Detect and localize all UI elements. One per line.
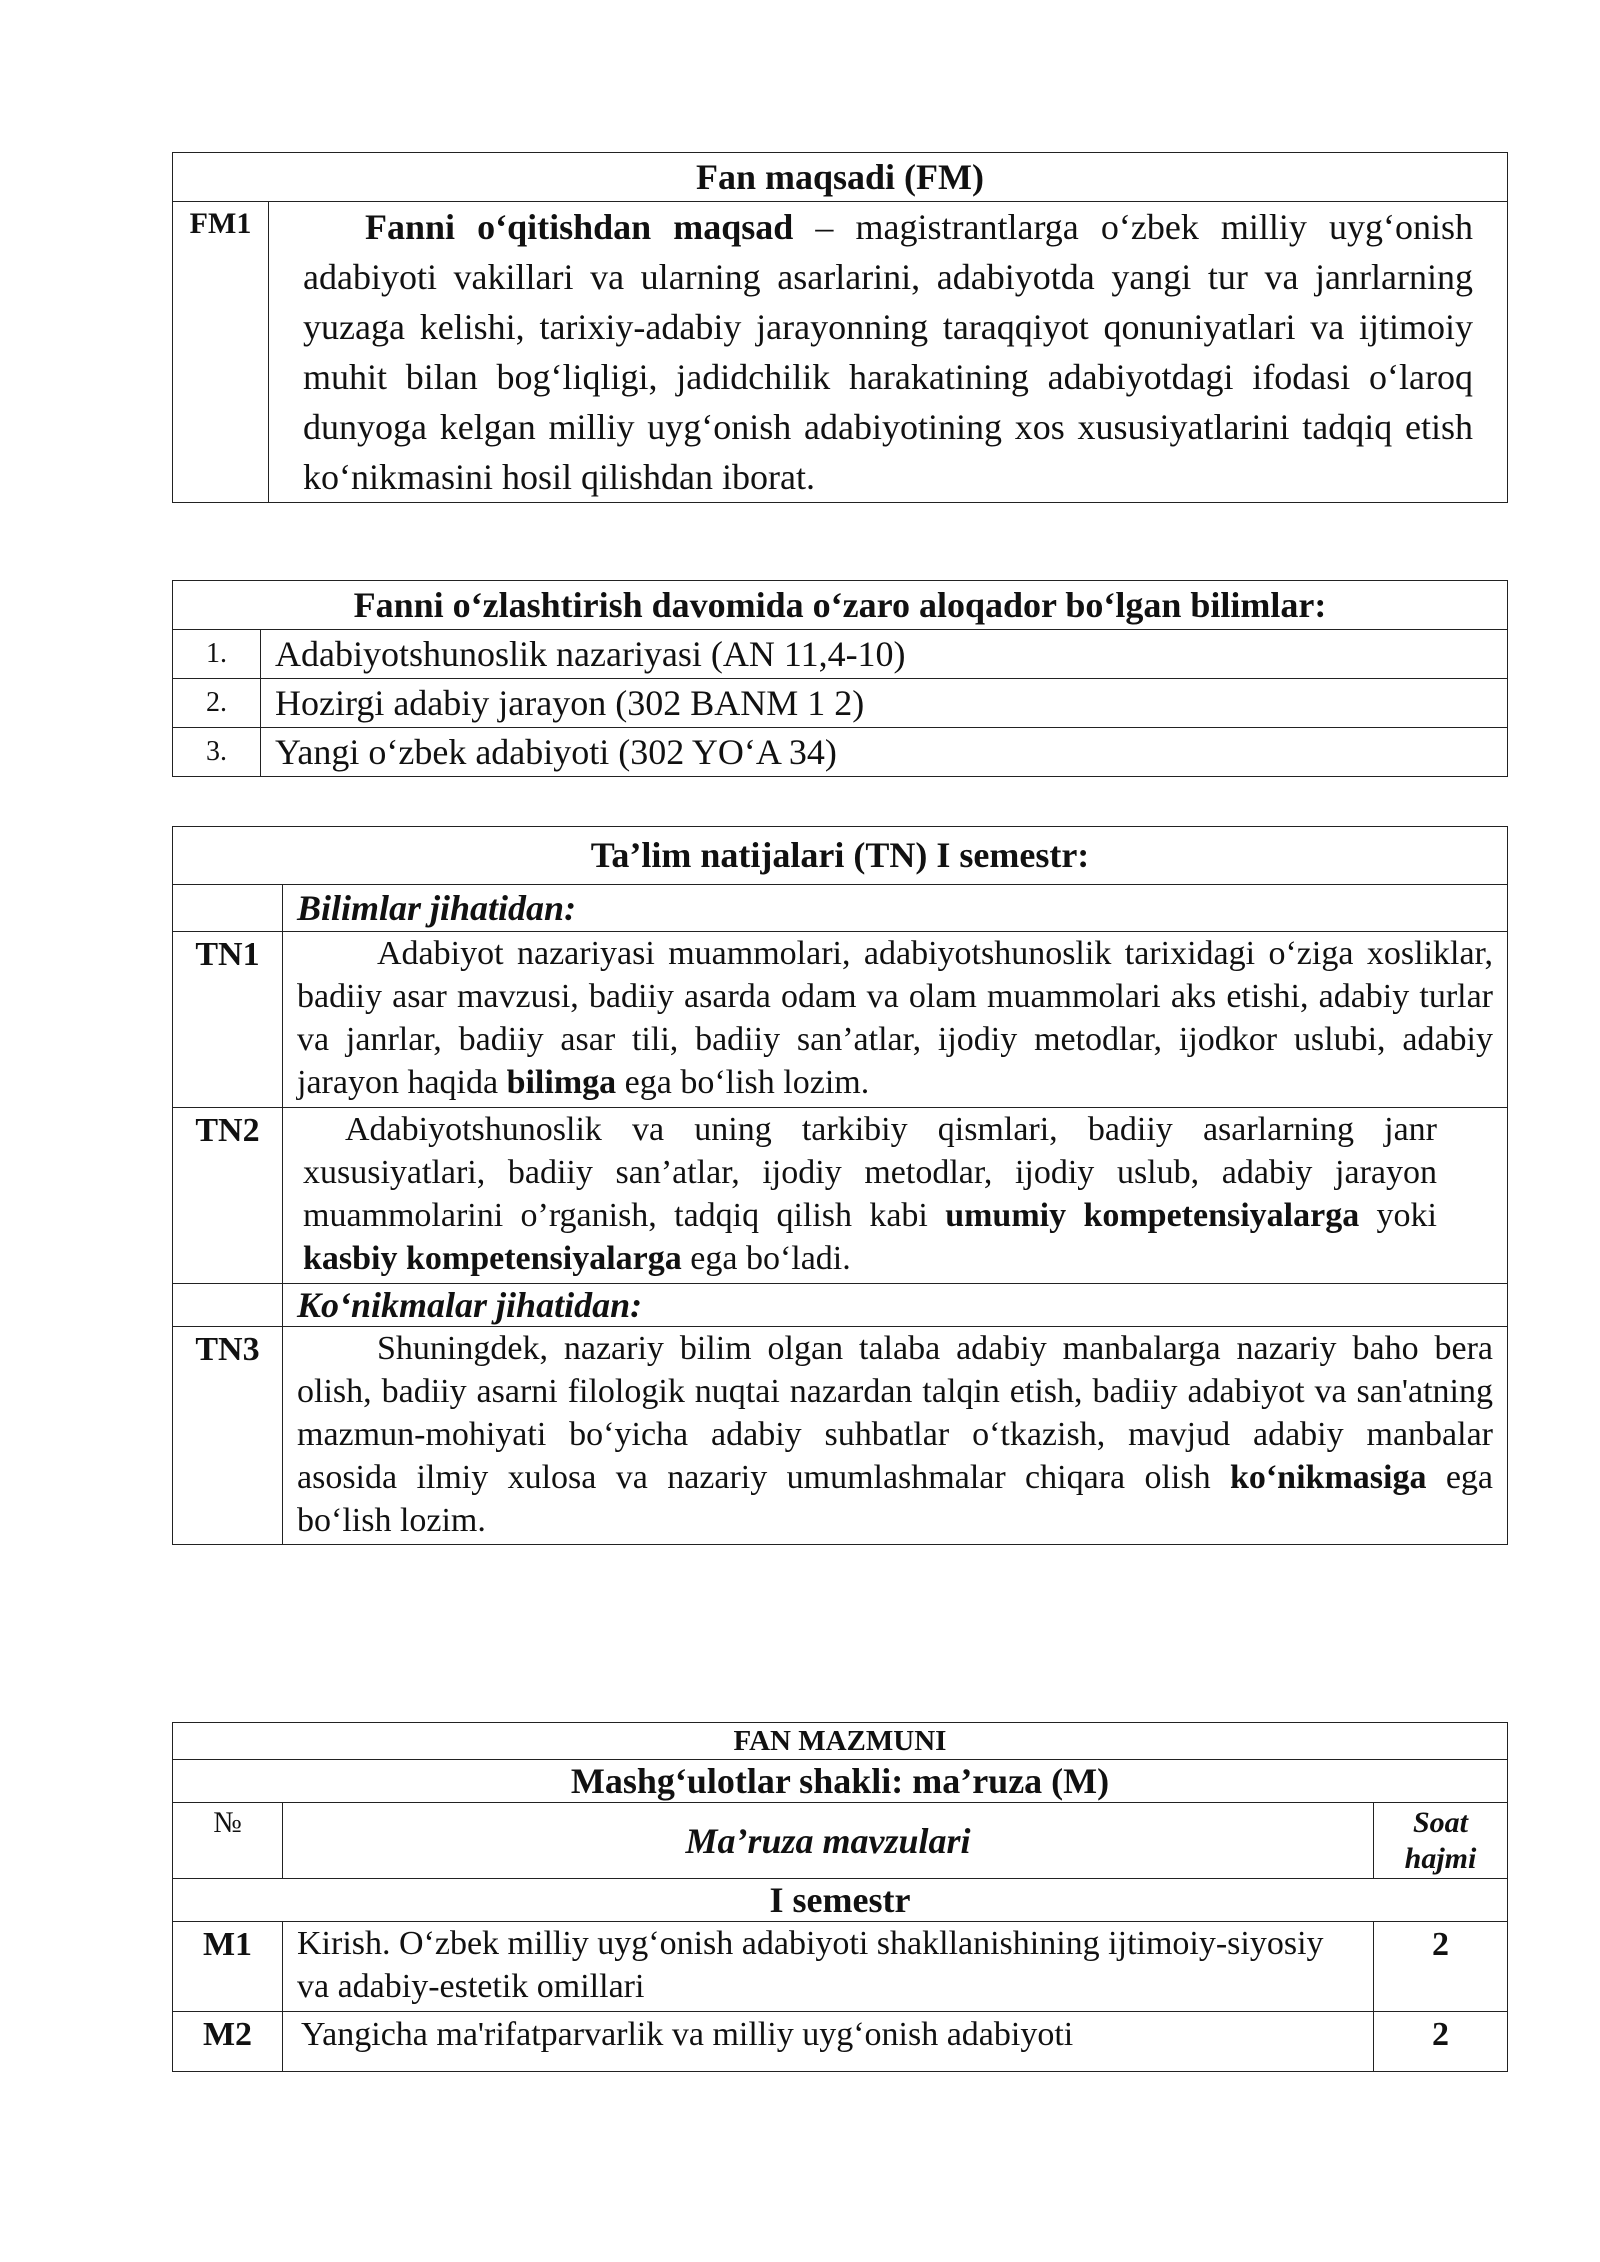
tn3-bold: ko‘nikmasiga xyxy=(1229,1459,1427,1496)
related-item-3: Yangi o‘zbek adabiyoti (302 YO‘A 34) xyxy=(261,728,1508,777)
tn1-bold: bilimga xyxy=(506,1064,617,1101)
m1-hours: 2 xyxy=(1373,1922,1507,2012)
tn3-text: Shuningdek, nazariy bilim olgan talaba adabiy manbalarga nazariy baho bera olish, badiiy asarni filologik nuqtai nazardan talqin etish, badiiy adabiyot va san'atning mazmun-mohiyati bo‘yicha adabiy suhbatlar o‘tkazish, mavjud adabiy manbalar asosida ilmiy xulosa va nazariy umumlashmalar chiqara olish xyxy=(297,1330,1493,1496)
fm-code: FM1 xyxy=(173,202,269,503)
tn-subheader-skills: Ko‘nikmalar jihatidan: xyxy=(283,1284,1508,1327)
related-num-1: 1. xyxy=(173,630,261,679)
fm-header: Fan maqsadi (FM) xyxy=(173,153,1508,202)
related-num-3: 3. xyxy=(173,728,261,777)
content-title: FAN MAZMUNI xyxy=(173,1723,1508,1760)
m1-code: M1 xyxy=(173,1922,283,2012)
m1-topic: Kirish. O‘zbek milliy uyg‘onish adabiyoti shakllanishining ijtimoiy-siyosiy va adabiy-estetik omillari xyxy=(283,1922,1374,2012)
tn2-mid: yoki xyxy=(1359,1197,1437,1234)
tn2-bold1: umumiy kompetensiyalarga xyxy=(945,1197,1360,1234)
tn3-cell xyxy=(283,1327,1508,1545)
fm-text: – magistrantlarga o‘zbek milliy uyg‘onish adabiyoti vakillari va ularning asarlarini, adabiyotda yangi tur va janrlarning yuzaga kelishi, tarixiy-adabiy jarayonning taraqqiyot qonuniyatlari va ijtimoiy muhit bilan bog‘liqligi, jadidchilik harakatining adabiyotdagi ifodasi o‘laroq dunyoga kelgan milliy uyg‘onish adabiyotining xos xususiyatlarini tadqiq etish ko‘nikmasini hosil qilishdan iborat. xyxy=(303,207,1474,497)
m2-hours: 2 xyxy=(1373,2012,1507,2072)
tn1-cell xyxy=(283,932,1508,1108)
tn2-cell xyxy=(283,1108,1508,1284)
related-num-2: 2. xyxy=(173,679,261,728)
fm-lead: Fanni o‘qitishdan maqsad xyxy=(365,207,794,247)
tn1-text: Adabiyot nazariyasi muammolari, adabiyotshunoslik tarixidagi o‘ziga xosliklar, badiiy asar mavzusi, badiiy asarda odam va olam muammolari aks etishi, adabiy turlar va janrlar, badiiy asar tili, badiiy san’atlar, ijodiy metodlar, ijodkor uslubi, adabiy jarayon haqida xyxy=(297,935,1493,1101)
tn2-tail: ega bo‘ladi. xyxy=(681,1240,851,1277)
tn2-bold2: kasbiy kompetensiyalarga xyxy=(303,1240,682,1277)
content-table xyxy=(172,1722,1508,2072)
tn1-code: TN1 xyxy=(173,932,283,1108)
tn3-tail: ega bo‘lish lozim. xyxy=(297,1459,1494,1539)
col-topics-header: Ma’ruza mavzulari xyxy=(283,1803,1374,1879)
tn3-code: TN3 xyxy=(173,1327,283,1545)
related-header: Fanni o‘zlashtirish davomida o‘zaro aloqador bo‘lgan bilimlar: xyxy=(173,581,1508,630)
tn-sub1-empty xyxy=(173,885,283,932)
tn1-tail: ega bo‘lish lozim. xyxy=(616,1064,870,1101)
related-item-1: Adabiyotshunoslik nazariyasi (AN 11,4-10) xyxy=(261,630,1508,679)
tn2-code: TN2 xyxy=(173,1108,283,1284)
col-hours-header: Soat hajmi xyxy=(1373,1803,1507,1879)
fm-text-cell xyxy=(269,202,1508,503)
content-subtitle: Mashg‘ulotlar shakli: ma’ruza (M) xyxy=(173,1760,1508,1803)
m2-code: M2 xyxy=(173,2012,283,2072)
tn-subheader-knowledge: Bilimlar jihatidan: xyxy=(283,885,1508,932)
tn-sub2-empty xyxy=(173,1284,283,1327)
semester-label: I semestr xyxy=(173,1879,1508,1922)
related-table xyxy=(172,580,1508,777)
tn2-text: Adabiyotshunoslik va uning tarkibiy qismlari, badiiy asarlarning janr xususiyatlari, badiiy san’atlar, ijodiy metodlar, ijodiy uslub, adabiy jarayon muammolarini o’rganish, tadqiq qilish kabi xyxy=(303,1111,1437,1234)
related-item-2: Hozirgi adabiy jarayon (302 BANM 1 2) xyxy=(261,679,1508,728)
tn-table xyxy=(172,826,1508,1545)
fm-table xyxy=(172,152,1508,503)
col-num-header: № xyxy=(173,1803,283,1879)
tn-header: Ta’lim natijalari (TN) I semestr: xyxy=(173,827,1508,885)
m2-topic: Yangicha ma'rifatparvarlik va milliy uyg‘onish adabiyoti xyxy=(283,2012,1374,2072)
